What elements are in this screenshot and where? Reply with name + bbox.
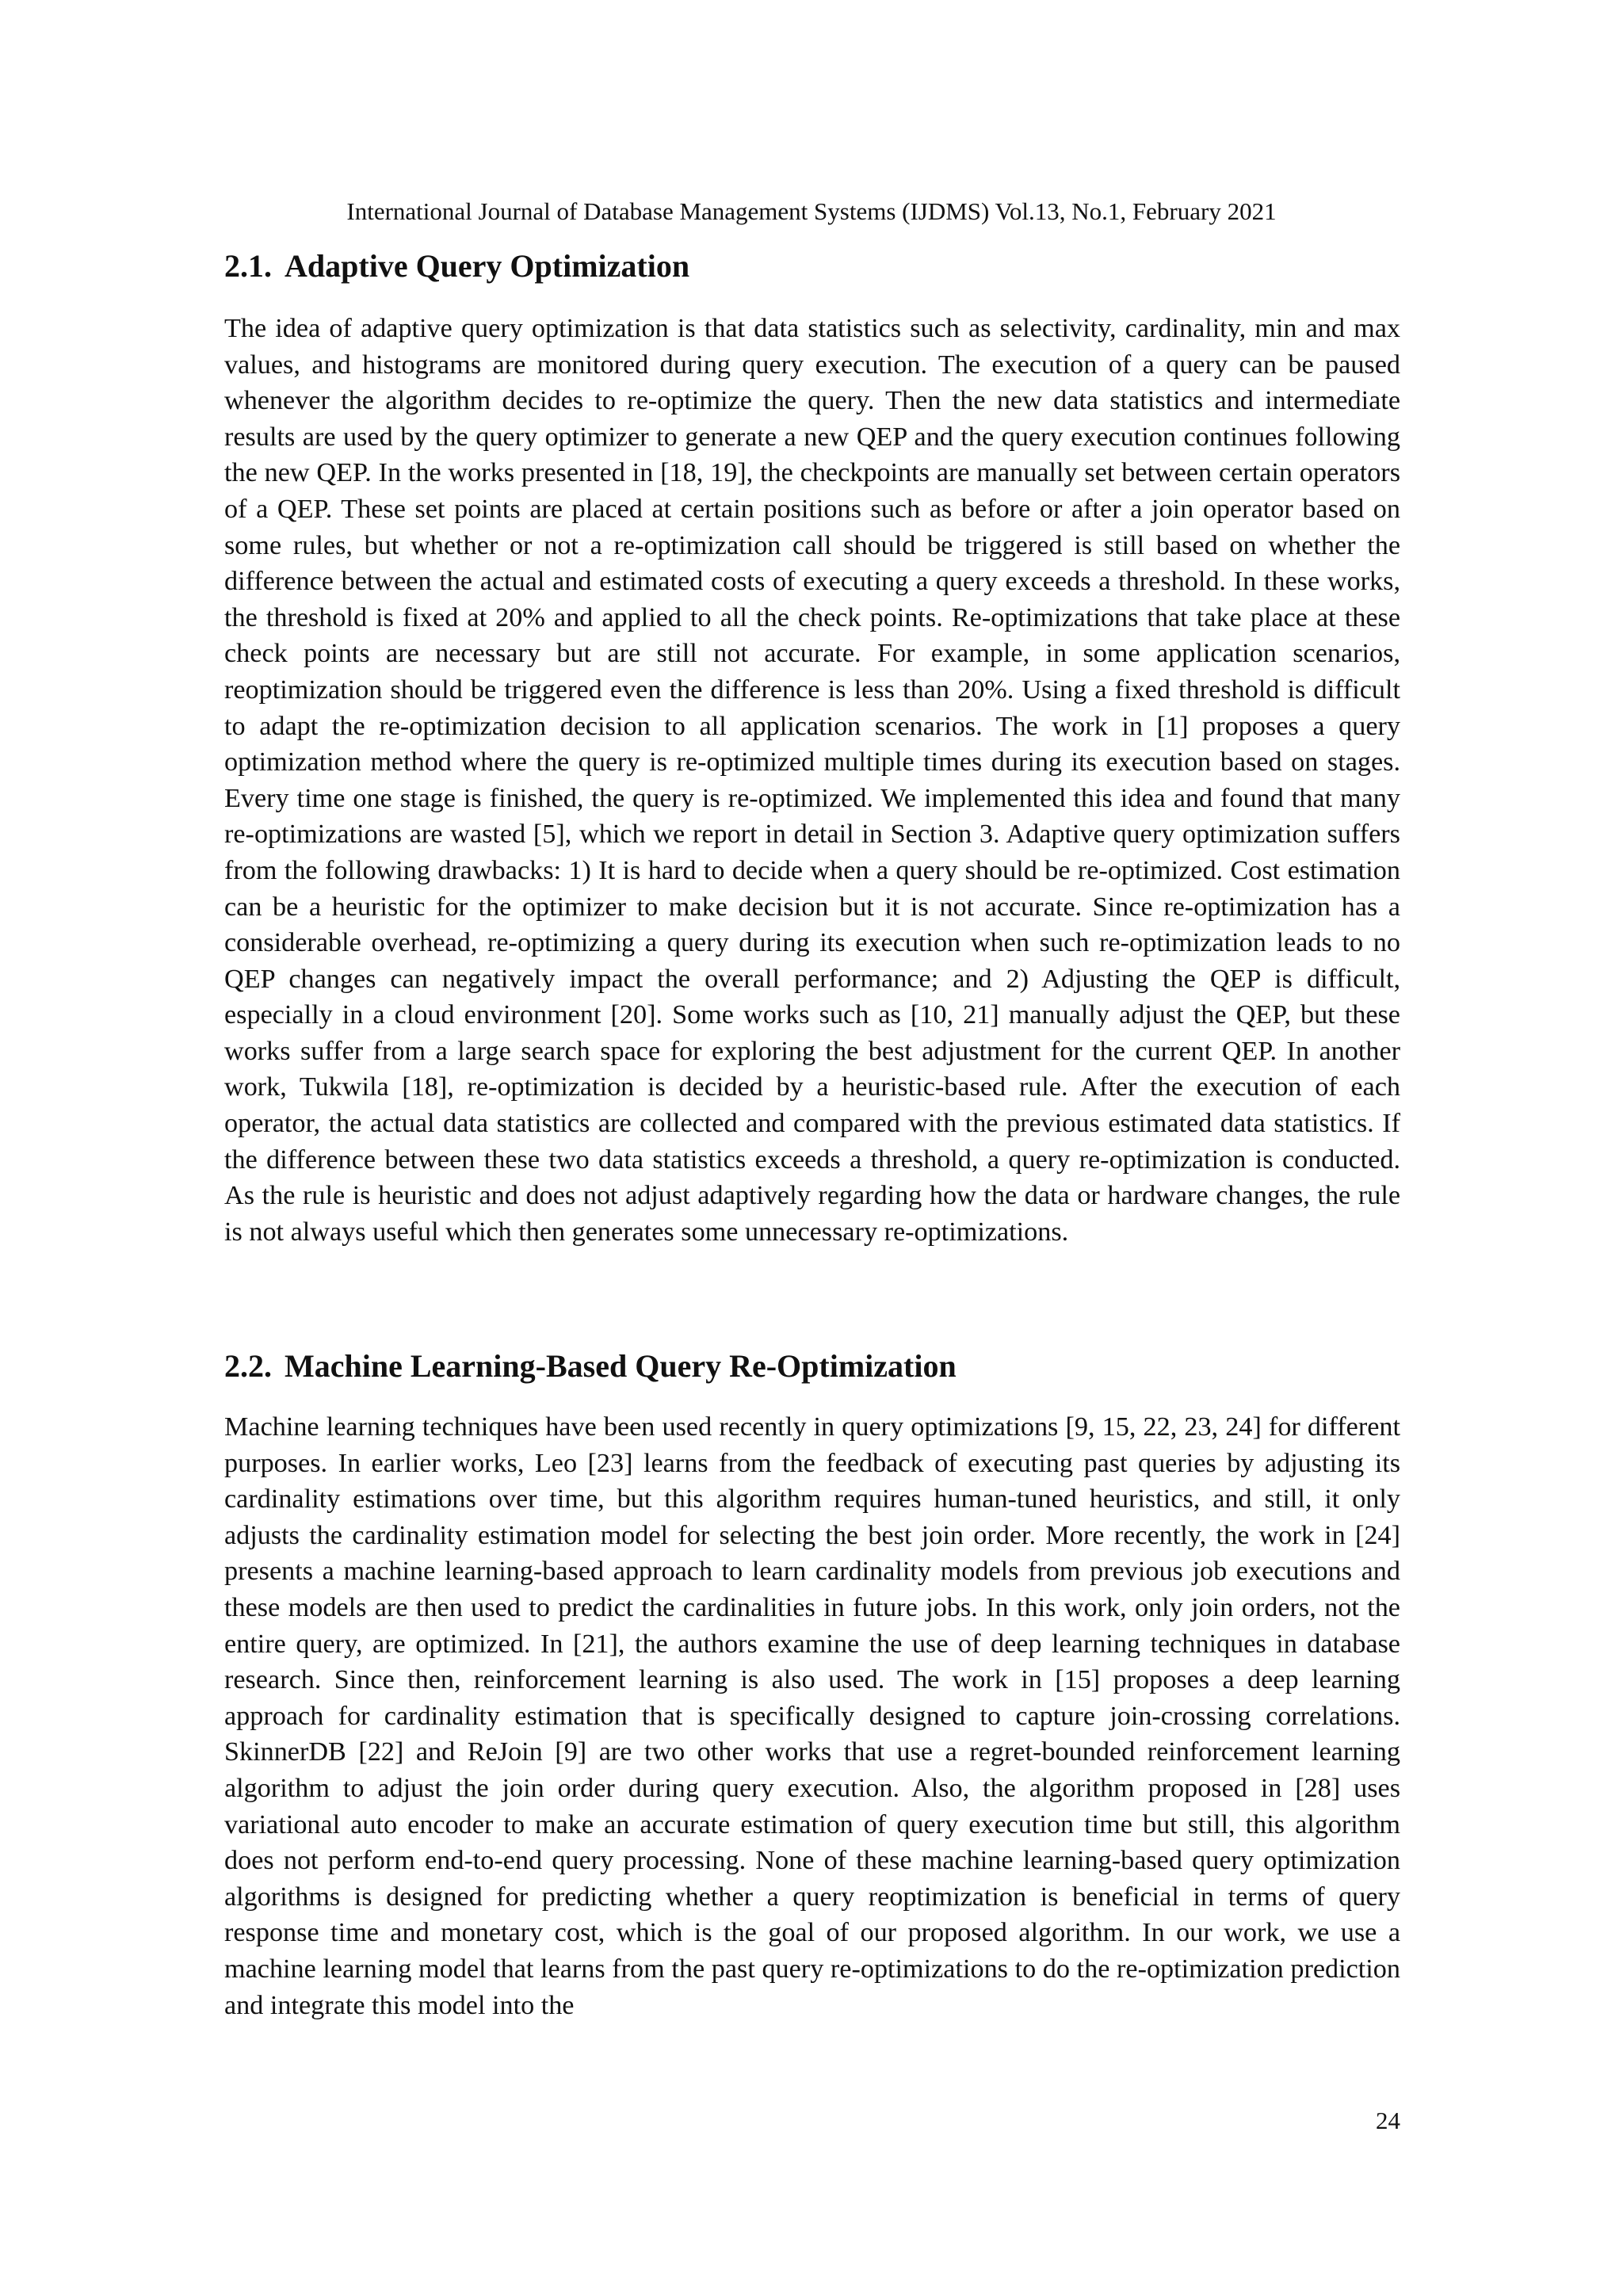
section-body-paragraph: The idea of adaptive query optimization is that data statistics such as selectivity, cardinality, min and max values, and histograms are monitored during query execution. The execution of a query can be paused whenever the algorithm decides to re-optimize the query. Then the new data statistics and intermediate results are used by the query optimizer to generate a new QEP and the query execution continues following the new QEP. In the works presented in [18, 19], the checkpoints are manually set between certain operators of a QEP. These set points are placed at certain positions such as before or after a join operator based on some rules, but whether or not a re-optimization call should be triggered is still based on whether the difference between the actual and estimated costs of executing a query exceeds a threshold. In these works, the threshold is fixed at 20% and applied to all the check points. Re-optimizations that take place at these check points are necessary but are still not accurate. For example, in some application scenarios, reoptimization should be triggered even the difference is less than 20%. Using a fixed threshold is difficult to adapt the re-optimization decision to all application scenarios. The work in [1] proposes a query optimization method where the query is re-optimized multiple times during its execution based on stages. Every time one stage is finished, the query is re-optimized. We implemented this idea and found that many re-optimizations are wasted [5], which we report in detail in Section 3. Adaptive query optimization suffers from the following drawbacks: 1) It is hard to decide when a query should be re-optimized. Cost estimation can be a heuristic for the optimizer to make decision but it is not accurate. Since re-optimization has a considerable overhead, re-optimizing a query during its execution when such re-optimization leads to no QEP changes can negatively impact the overall performance; and 2) Adjusting the QEP is difficult, especially in a cloud environment [20]. Some works such as [10, 21] manually adjust the QEP, but these works suffer from a large search space for exploring the best adjustment for the current QEP. In another work, Tukwila [18], re-optimization is decided by a heuristic-based rule. After the execution of each operator, the actual data statistics are collected and compared with the previous estimated data statistics. If the difference between these two data statistics exceeds a threshold, a query re-optimization is conducted. As the rule is heuristic and does not adjust adaptively regarding how the data or hardware changes, the rule is not always useful which then generates some unnecessary re-optimizations. — [224, 314, 1400, 1247]
section-body-paragraph: Machine learning techniques have been used recently in query optimizations [9, 15, 22, 23, 24] for different purposes. In earlier works, Leo [23] learns from the feedback of executing past queries by adjusting its cardinality estimations over time, but this algorithm requires human-tuned heuristics, and still, it only adjusts the cardinality estimation model for selecting the best join order. More recently, the work in [24] presents a machine learning-based approach to learn cardinality models from previous job executions and these models are then used to predict the cardinalities in future jobs. In this work, only join orders, not the entire query, are optimized. In [21], the authors examine the use of deep learning techniques in database research. Since then, reinforcement learning is also used. The work in [15] proposes a deep learning approach for cardinality estimation that is specifically designed to capture join-crossing correlations. SkinnerDB [22] and ReJoin [9] are two other works that use a regret-bounded reinforcement learning algorithm to adjust the join order during query execution. Also, the algorithm proposed in [28] uses variational auto encoder to make an accurate estimation of query execution time but still, this algorithm does not perform end-to-end query processing. None of these machine learning-based query optimization algorithms is designed for predicting whether a query reoptimization is beneficial in terms of query response time and monetary cost, which is the goal of our proposed algorithm. In our work, we use a machine learning model that learns from the past query re-optimizations to do the re-optimization prediction and integrate this model into the — [224, 1412, 1400, 2020]
running-header: International Journal of Database Management Systems (IJDMS) Vol.13, No.1, February 2021 — [346, 197, 1277, 225]
section-number: 2.2. — [224, 1348, 272, 1384]
section-title: Machine Learning-Based Query Re-Optimization — [285, 1348, 957, 1384]
page-number: 24 — [1376, 2107, 1400, 2134]
section-title: Adaptive Query Optimization — [285, 248, 690, 284]
section-heading-adaptive-query-optimization — [224, 244, 689, 288]
section-heading-ml-query-reoptimization — [224, 1344, 957, 1389]
section-number: 2.1. — [224, 248, 272, 284]
